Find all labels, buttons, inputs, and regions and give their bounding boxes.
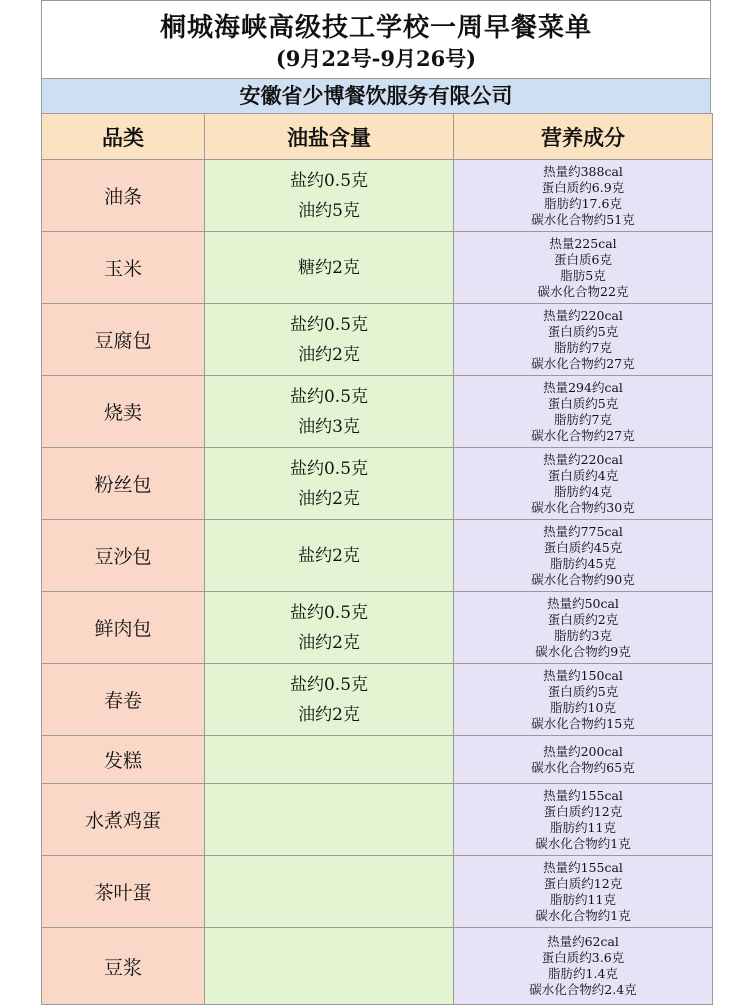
nutrition-line: 蛋白质约6.9克 xyxy=(541,179,625,195)
table-row xyxy=(42,160,713,232)
table-row xyxy=(42,856,713,928)
item-oil-salt xyxy=(205,232,454,304)
item-name: 鲜肉包 xyxy=(42,592,205,664)
item-oil-salt xyxy=(205,664,454,736)
title-box xyxy=(41,0,711,79)
nutrition-line: 热量约62cal xyxy=(547,934,619,949)
nutrition-line: 热量约155cal xyxy=(543,859,623,875)
nutrition-line: 脂肪约11克 xyxy=(550,819,616,835)
nutrition-line: 热量294约cal xyxy=(543,379,623,395)
nutrition-line: 碳水化合物约2.4克 xyxy=(529,982,637,997)
item-name: 豆腐包 xyxy=(42,304,205,376)
menu-date-range: (9月22号-9月26号) xyxy=(275,46,477,71)
nutrition-line: 脂肪约17.6克 xyxy=(544,195,622,211)
oil-salt-line: 盐约0.5克 xyxy=(289,386,369,407)
item-name: 春卷 xyxy=(42,664,205,736)
oil-salt-line: 盐约2克 xyxy=(298,545,360,566)
item-oil-salt xyxy=(205,448,454,520)
table-row xyxy=(42,928,713,1005)
nutrition-line: 脂肪约11克 xyxy=(550,891,616,907)
item-oil-salt xyxy=(205,592,454,664)
oil-salt-line: 油约2克 xyxy=(298,704,360,725)
table-row xyxy=(42,520,713,592)
nutrition-line: 碳水化合物22克 xyxy=(537,283,629,299)
nutrition-line: 碳水化合物约1克 xyxy=(535,835,631,851)
nutrition-line: 脂肪约4克 xyxy=(554,483,612,499)
nutrition-line: 蛋白质6克 xyxy=(554,251,612,267)
nutrition-line: 热量约200cal xyxy=(543,743,623,759)
nutrition-line: 脂肪5克 xyxy=(560,267,606,283)
item-nutrition xyxy=(454,520,713,592)
nutrition-line: 热量约775cal xyxy=(543,523,623,539)
item-nutrition xyxy=(454,784,713,856)
oil-salt-line: 盐约0.5克 xyxy=(289,602,369,623)
nutrition-line: 热量约50cal xyxy=(547,595,619,611)
table-row xyxy=(42,784,713,856)
nutrition-line: 蛋白质约3.6克 xyxy=(541,950,625,965)
item-oil-salt xyxy=(205,736,454,784)
nutrition-line: 热量约220cal xyxy=(543,451,623,467)
nutrition-line: 蛋白质约5克 xyxy=(547,323,619,339)
item-nutrition xyxy=(454,304,713,376)
table-row xyxy=(42,232,713,304)
nutrition-line: 蛋白质约45克 xyxy=(543,539,623,555)
nutrition-line: 碳水化合物约15克 xyxy=(531,715,635,731)
item-name: 豆沙包 xyxy=(42,520,205,592)
nutrition-line: 碳水化合物约9克 xyxy=(535,643,631,659)
table-row xyxy=(42,376,713,448)
nutrition-line: 碳水化合物约1克 xyxy=(535,907,631,923)
nutrition-line: 脂肪约45克 xyxy=(550,555,616,571)
nutrition-line: 热量225cal xyxy=(549,235,617,251)
table-row xyxy=(42,736,713,784)
nutrition-line: 蛋白质约5克 xyxy=(547,395,619,411)
nutrition-line: 碳水化合物约30克 xyxy=(531,499,635,515)
item-name: 豆浆 xyxy=(42,928,205,1005)
oil-salt-line: 油约5克 xyxy=(298,200,360,221)
oil-salt-line: 油约3克 xyxy=(298,416,360,437)
menu-table xyxy=(41,113,713,1005)
nutrition-line: 碳水化合物约27克 xyxy=(531,355,635,371)
table-row xyxy=(42,664,713,736)
nutrition-line: 蛋白质约12克 xyxy=(543,875,623,891)
oil-salt-line: 盐约0.5克 xyxy=(289,458,369,479)
nutrition-line: 热量约150cal xyxy=(543,667,623,683)
item-oil-salt xyxy=(205,784,454,856)
item-oil-salt xyxy=(205,856,454,928)
header-oil-salt: 油盐含量 xyxy=(205,114,454,160)
menu-sheet xyxy=(41,0,711,999)
nutrition-line: 脂肪约1.4克 xyxy=(548,966,618,981)
nutrition-line: 蛋白质约12克 xyxy=(543,803,623,819)
nutrition-line: 碳水化合物约51克 xyxy=(531,211,635,227)
item-nutrition xyxy=(454,928,713,1005)
nutrition-line: 蛋白质约4克 xyxy=(547,467,619,483)
oil-salt-line: 油约2克 xyxy=(298,632,360,653)
item-oil-salt xyxy=(205,928,454,1005)
item-name: 粉丝包 xyxy=(42,448,205,520)
nutrition-line: 蛋白质约2克 xyxy=(547,611,619,627)
nutrition-line: 蛋白质约5克 xyxy=(547,683,619,699)
nutrition-line: 热量约155cal xyxy=(543,787,623,803)
nutrition-line: 碳水化合物约90克 xyxy=(531,571,635,587)
nutrition-line: 脂肪约7克 xyxy=(554,411,612,427)
oil-salt-line: 油约2克 xyxy=(298,344,360,365)
oil-salt-line: 糖约2克 xyxy=(298,257,360,278)
company-name: 安徽省少博餐饮服务有限公司 xyxy=(41,78,711,114)
oil-salt-line: 盐约0.5克 xyxy=(289,674,369,695)
item-name: 水煮鸡蛋 xyxy=(42,784,205,856)
item-oil-salt xyxy=(205,304,454,376)
item-name: 烧卖 xyxy=(42,376,205,448)
nutrition-line: 脂肪约10克 xyxy=(550,699,616,715)
item-nutrition xyxy=(454,160,713,232)
table-row xyxy=(42,448,713,520)
table-row xyxy=(42,592,713,664)
item-nutrition xyxy=(454,232,713,304)
oil-salt-line: 油约2克 xyxy=(298,488,360,509)
nutrition-line: 热量约220cal xyxy=(543,307,623,323)
header-category: 品类 xyxy=(42,114,205,160)
nutrition-line: 碳水化合物约27克 xyxy=(531,427,635,443)
item-nutrition xyxy=(454,664,713,736)
item-nutrition xyxy=(454,376,713,448)
item-name: 油条 xyxy=(42,160,205,232)
nutrition-line: 脂肪约7克 xyxy=(554,339,612,355)
item-name: 茶叶蛋 xyxy=(42,856,205,928)
item-nutrition xyxy=(454,448,713,520)
oil-salt-line: 盐约0.5克 xyxy=(289,314,369,335)
nutrition-line: 碳水化合物约65克 xyxy=(531,759,635,775)
item-oil-salt xyxy=(205,160,454,232)
nutrition-line: 脂肪约3克 xyxy=(554,627,612,643)
item-nutrition xyxy=(454,856,713,928)
header-nutrition: 营养成分 xyxy=(454,114,713,160)
menu-body xyxy=(42,160,713,1005)
table-row xyxy=(42,304,713,376)
menu-title: 桐城海峡高级技工学校一周早餐菜单 xyxy=(159,13,592,43)
table-header-row xyxy=(42,114,713,160)
item-oil-salt xyxy=(205,376,454,448)
nutrition-line: 热量约388cal xyxy=(543,163,623,179)
item-nutrition xyxy=(454,736,713,784)
item-oil-salt xyxy=(205,520,454,592)
item-name: 发糕 xyxy=(42,736,205,784)
item-nutrition xyxy=(454,592,713,664)
item-name: 玉米 xyxy=(42,232,205,304)
oil-salt-line: 盐约0.5克 xyxy=(289,170,369,191)
